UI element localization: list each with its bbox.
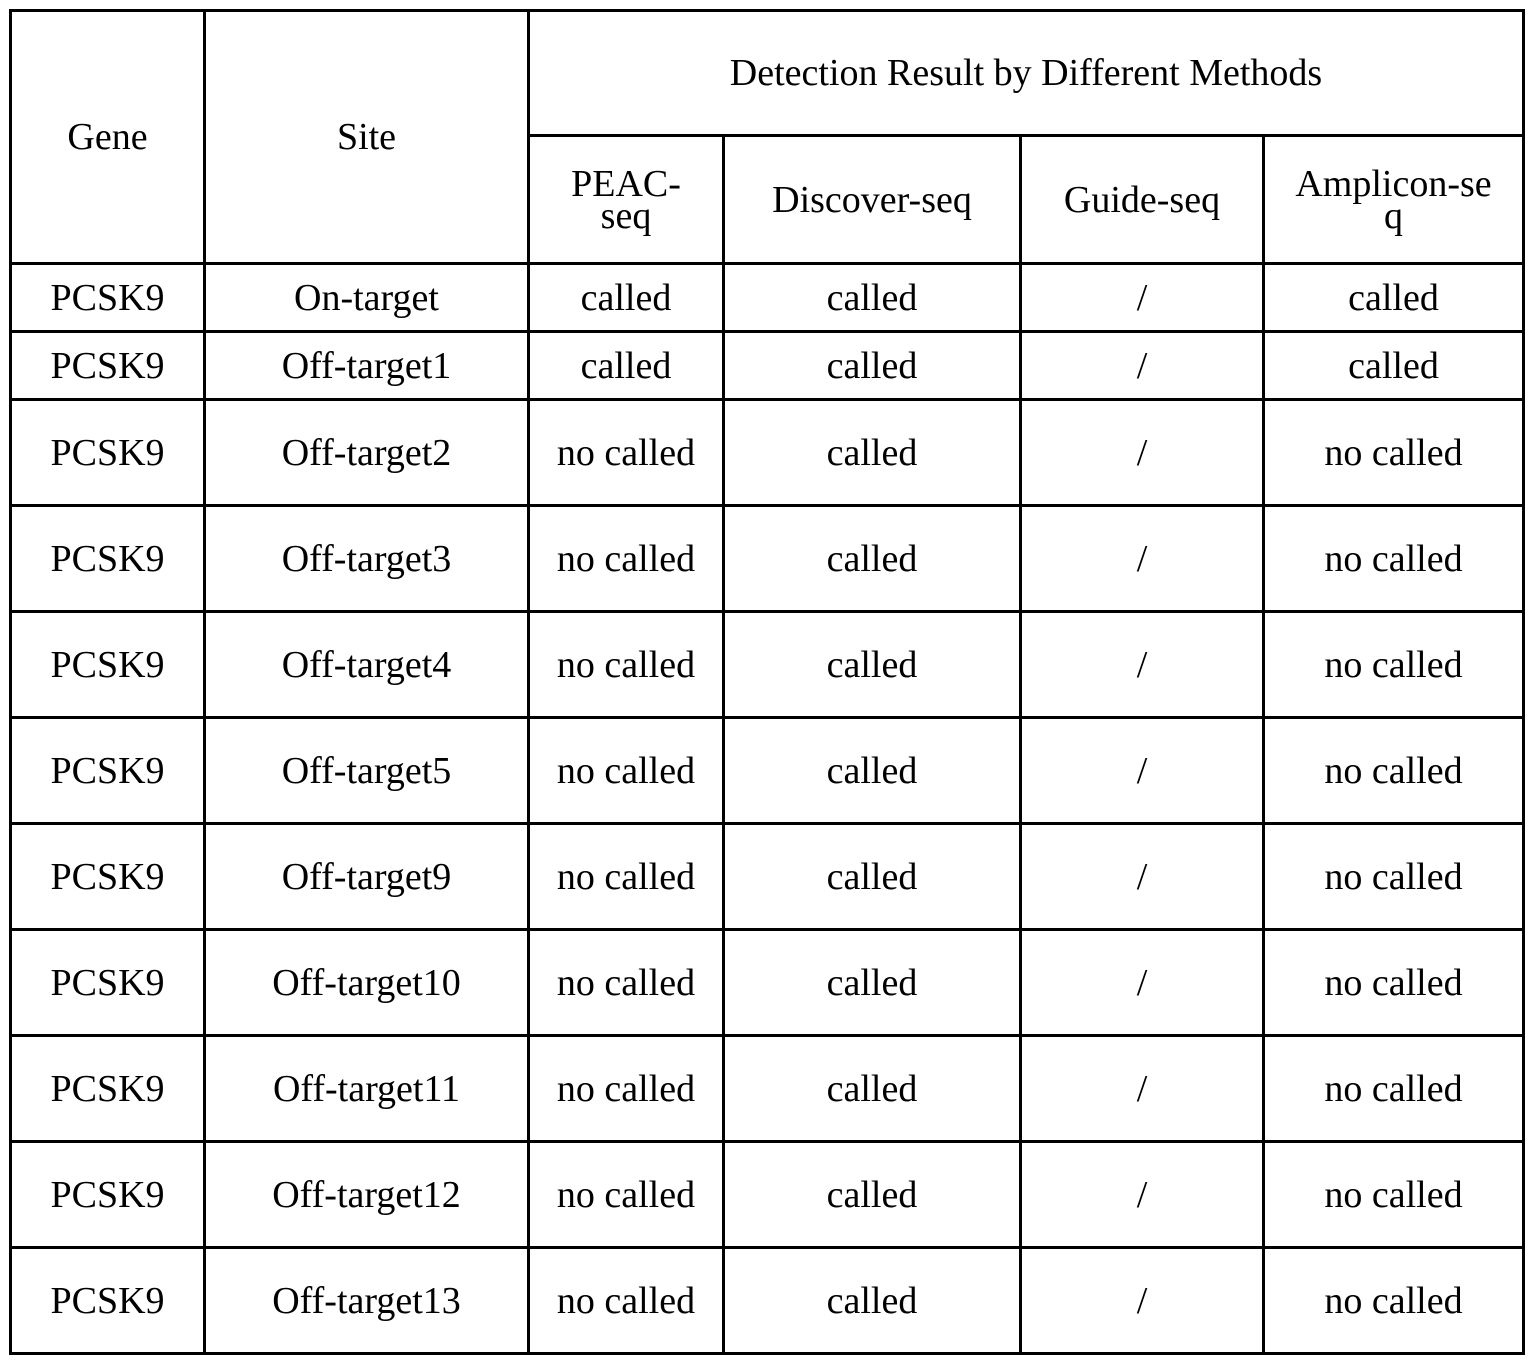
cell-peac-seq: no called [529,1248,724,1354]
table-row [11,930,1524,1036]
cell-peac-seq: no called [529,930,724,1036]
header-peac-seq: PEAC-seq [529,136,724,264]
cell-guide-seq: / [1021,400,1264,506]
cell-gene: PCSK9 [11,1142,205,1248]
header-site: Site [205,11,529,264]
cell-discover-seq: called [724,264,1021,332]
table-row [11,824,1524,930]
table-row [11,264,1524,332]
cell-site: Off-target9 [205,824,529,930]
cell-site: Off-target3 [205,506,529,612]
cell-peac-seq: no called [529,718,724,824]
cell-gene: PCSK9 [11,264,205,332]
cell-peac-seq: no called [529,612,724,718]
cell-peac-seq: called [529,264,724,332]
cell-amplicon-seq: no called [1264,400,1524,506]
cell-peac-seq: no called [529,824,724,930]
table-row [11,400,1524,506]
cell-discover-seq: called [724,718,1021,824]
detection-results-table [9,9,1525,1355]
cell-guide-seq: / [1021,930,1264,1036]
header-gene: Gene [11,11,205,264]
cell-discover-seq: called [724,612,1021,718]
cell-guide-seq: / [1021,612,1264,718]
cell-guide-seq: / [1021,824,1264,930]
cell-amplicon-seq: no called [1264,1248,1524,1354]
cell-amplicon-seq: no called [1264,1142,1524,1248]
cell-gene: PCSK9 [11,506,205,612]
cell-discover-seq: called [724,930,1021,1036]
cell-site: Off-target10 [205,930,529,1036]
cell-gene: PCSK9 [11,824,205,930]
cell-amplicon-seq: no called [1264,930,1524,1036]
cell-gene: PCSK9 [11,1036,205,1142]
cell-amplicon-seq: called [1264,332,1524,400]
cell-amplicon-seq: no called [1264,612,1524,718]
cell-guide-seq: / [1021,718,1264,824]
cell-amplicon-seq: no called [1264,718,1524,824]
cell-guide-seq: / [1021,332,1264,400]
cell-guide-seq: / [1021,1036,1264,1142]
cell-site: Off-target11 [205,1036,529,1142]
cell-peac-seq: no called [529,1036,724,1142]
cell-discover-seq: called [724,506,1021,612]
cell-site: On-target [205,264,529,332]
cell-discover-seq: called [724,824,1021,930]
table-row [11,332,1524,400]
cell-discover-seq: called [724,1036,1021,1142]
cell-amplicon-seq: called [1264,264,1524,332]
table-row [11,506,1524,612]
cell-gene: PCSK9 [11,718,205,824]
cell-discover-seq: called [724,1248,1021,1354]
cell-site: Off-target13 [205,1248,529,1354]
header-detection-group: Detection Result by Different Methods [529,11,1524,136]
table-row [11,718,1524,824]
cell-discover-seq: called [724,332,1021,400]
cell-guide-seq: / [1021,1248,1264,1354]
cell-site: Off-target4 [205,612,529,718]
cell-gene: PCSK9 [11,332,205,400]
cell-site: Off-target1 [205,332,529,400]
cell-site: Off-target5 [205,718,529,824]
cell-gene: PCSK9 [11,612,205,718]
cell-discover-seq: called [724,400,1021,506]
cell-peac-seq: no called [529,400,724,506]
cell-amplicon-seq: no called [1264,1036,1524,1142]
cell-gene: PCSK9 [11,400,205,506]
table-row [11,1248,1524,1354]
header-amplicon-seq: Amplicon-seq [1264,136,1524,264]
cell-guide-seq: / [1021,506,1264,612]
table-row [11,612,1524,718]
cell-discover-seq: called [724,1142,1021,1248]
cell-guide-seq: / [1021,1142,1264,1248]
cell-gene: PCSK9 [11,930,205,1036]
cell-amplicon-seq: no called [1264,824,1524,930]
cell-amplicon-seq: no called [1264,506,1524,612]
cell-site: Off-target2 [205,400,529,506]
header-guide-seq: Guide-seq [1021,136,1264,264]
header-discover-seq: Discover-seq [724,136,1021,264]
cell-peac-seq: called [529,332,724,400]
cell-site: Off-target12 [205,1142,529,1248]
cell-peac-seq: no called [529,506,724,612]
cell-gene: PCSK9 [11,1248,205,1354]
table-row [11,1036,1524,1142]
cell-guide-seq: / [1021,264,1264,332]
cell-peac-seq: no called [529,1142,724,1248]
table-row [11,1142,1524,1248]
